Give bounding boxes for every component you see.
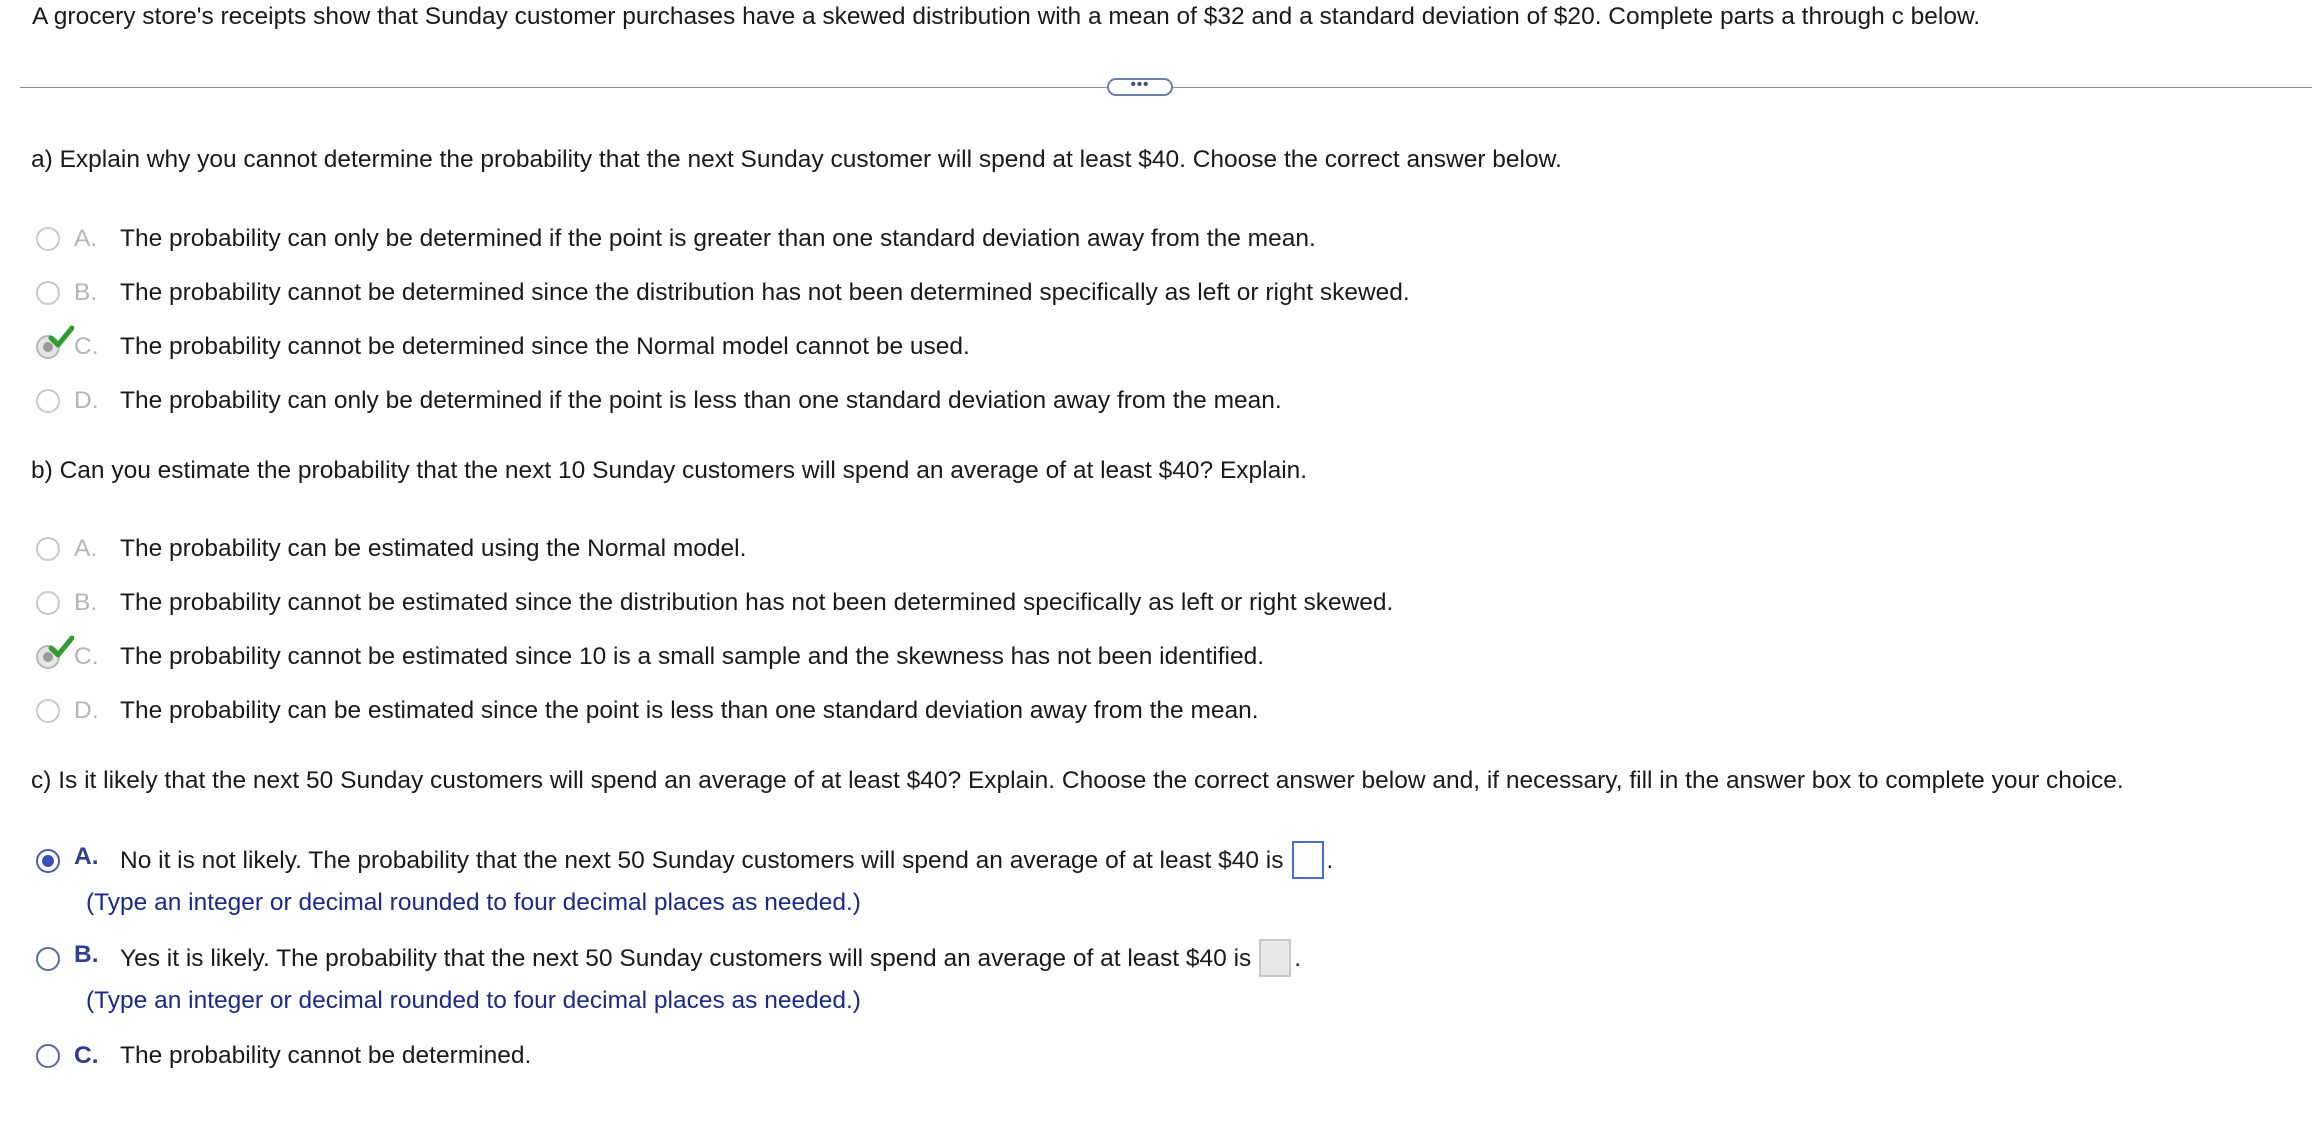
part-c-option-a-hint: (Type an integer or decimal rounded to four decimal places as needed.) xyxy=(86,889,861,916)
option-suffix: . xyxy=(1294,945,1302,972)
option-text-line xyxy=(120,942,1301,977)
part-b-question: b) Can you estimate the probability that the next 10 Sunday customers will spend an average of at least $40? Explain. xyxy=(31,457,1308,484)
radio-button[interactable] xyxy=(36,947,60,971)
option-text: The probability cannot be estimated since the distribution has not been determined specifically as left or right skewed. xyxy=(120,589,1394,616)
radio-button[interactable] xyxy=(36,591,60,615)
option-text: No it is not likely. The probability that the next 50 Sunday customers will spend an average of at least $40 is xyxy=(120,847,1284,874)
option-letter: C. xyxy=(74,643,99,670)
option-text: The probability cannot be determined. xyxy=(120,1042,532,1069)
option-text: The probability cannot be determined since the distribution has not been determined specifically as left or right skewed. xyxy=(120,279,1410,306)
option-text: The probability can only be determined if the point is greater than one standard deviation away from the mean. xyxy=(120,225,1316,252)
radio-button-selected[interactable] xyxy=(36,849,60,873)
option-letter: B. xyxy=(74,279,98,306)
correct-check-icon xyxy=(48,324,74,350)
part-c-question: c) Is it likely that the next 50 Sunday customers will spend an average of at least $40? Explain. Choose the correct answer below and, if necessary, fill in the answer box to complete your choice. xyxy=(31,767,2124,794)
radio-button[interactable] xyxy=(36,227,60,251)
option-text: The probability can be estimated since the point is less than one standard deviation away from the mean. xyxy=(120,697,1259,724)
part-a-question: a) Explain why you cannot determine the probability that the next Sunday customer will spend at least $40. Choose the correct answer below. xyxy=(31,146,1562,173)
radio-button[interactable] xyxy=(36,537,60,561)
option-letter: A. xyxy=(74,535,98,562)
option-letter: B. xyxy=(74,941,99,968)
option-text: The probability can only be determined if the point is less than one standard deviation away from the mean. xyxy=(120,387,1282,414)
answer-input-box[interactable] xyxy=(1292,841,1324,879)
option-text: The probability cannot be determined since the Normal model cannot be used. xyxy=(120,333,970,360)
option-letter: A. xyxy=(74,225,98,252)
option-text: The probability cannot be estimated since 10 is a small sample and the skewness has not been identified. xyxy=(120,643,1264,670)
radio-button[interactable] xyxy=(36,281,60,305)
part-c-option-b-hint: (Type an integer or decimal rounded to four decimal places as needed.) xyxy=(86,987,861,1014)
option-text: The probability can be estimated using the Normal model. xyxy=(120,535,747,562)
option-letter: D. xyxy=(74,697,99,724)
radio-button[interactable] xyxy=(36,389,60,413)
problem-statement: A grocery store's receipts show that Sunday customer purchases have a skewed distribution with a mean of $32 and a standard deviation of $20. Complete parts a through c below. xyxy=(32,3,1981,30)
option-letter: D. xyxy=(74,387,99,414)
radio-button[interactable] xyxy=(36,699,60,723)
correct-check-icon xyxy=(48,634,74,660)
answer-input-box-disabled xyxy=(1259,939,1291,977)
option-letter: C. xyxy=(74,1042,99,1069)
option-text-line xyxy=(120,844,1333,879)
option-letter: C. xyxy=(74,333,99,360)
option-suffix: . xyxy=(1326,847,1334,874)
option-text: Yes it is likely. The probability that the next 50 Sunday customers will spend an average of at least $40 is xyxy=(120,945,1252,972)
option-letter: B. xyxy=(74,589,98,616)
radio-button[interactable] xyxy=(36,1044,60,1068)
option-letter: A. xyxy=(74,843,99,870)
expand-more-button[interactable]: ••• xyxy=(1107,78,1173,96)
